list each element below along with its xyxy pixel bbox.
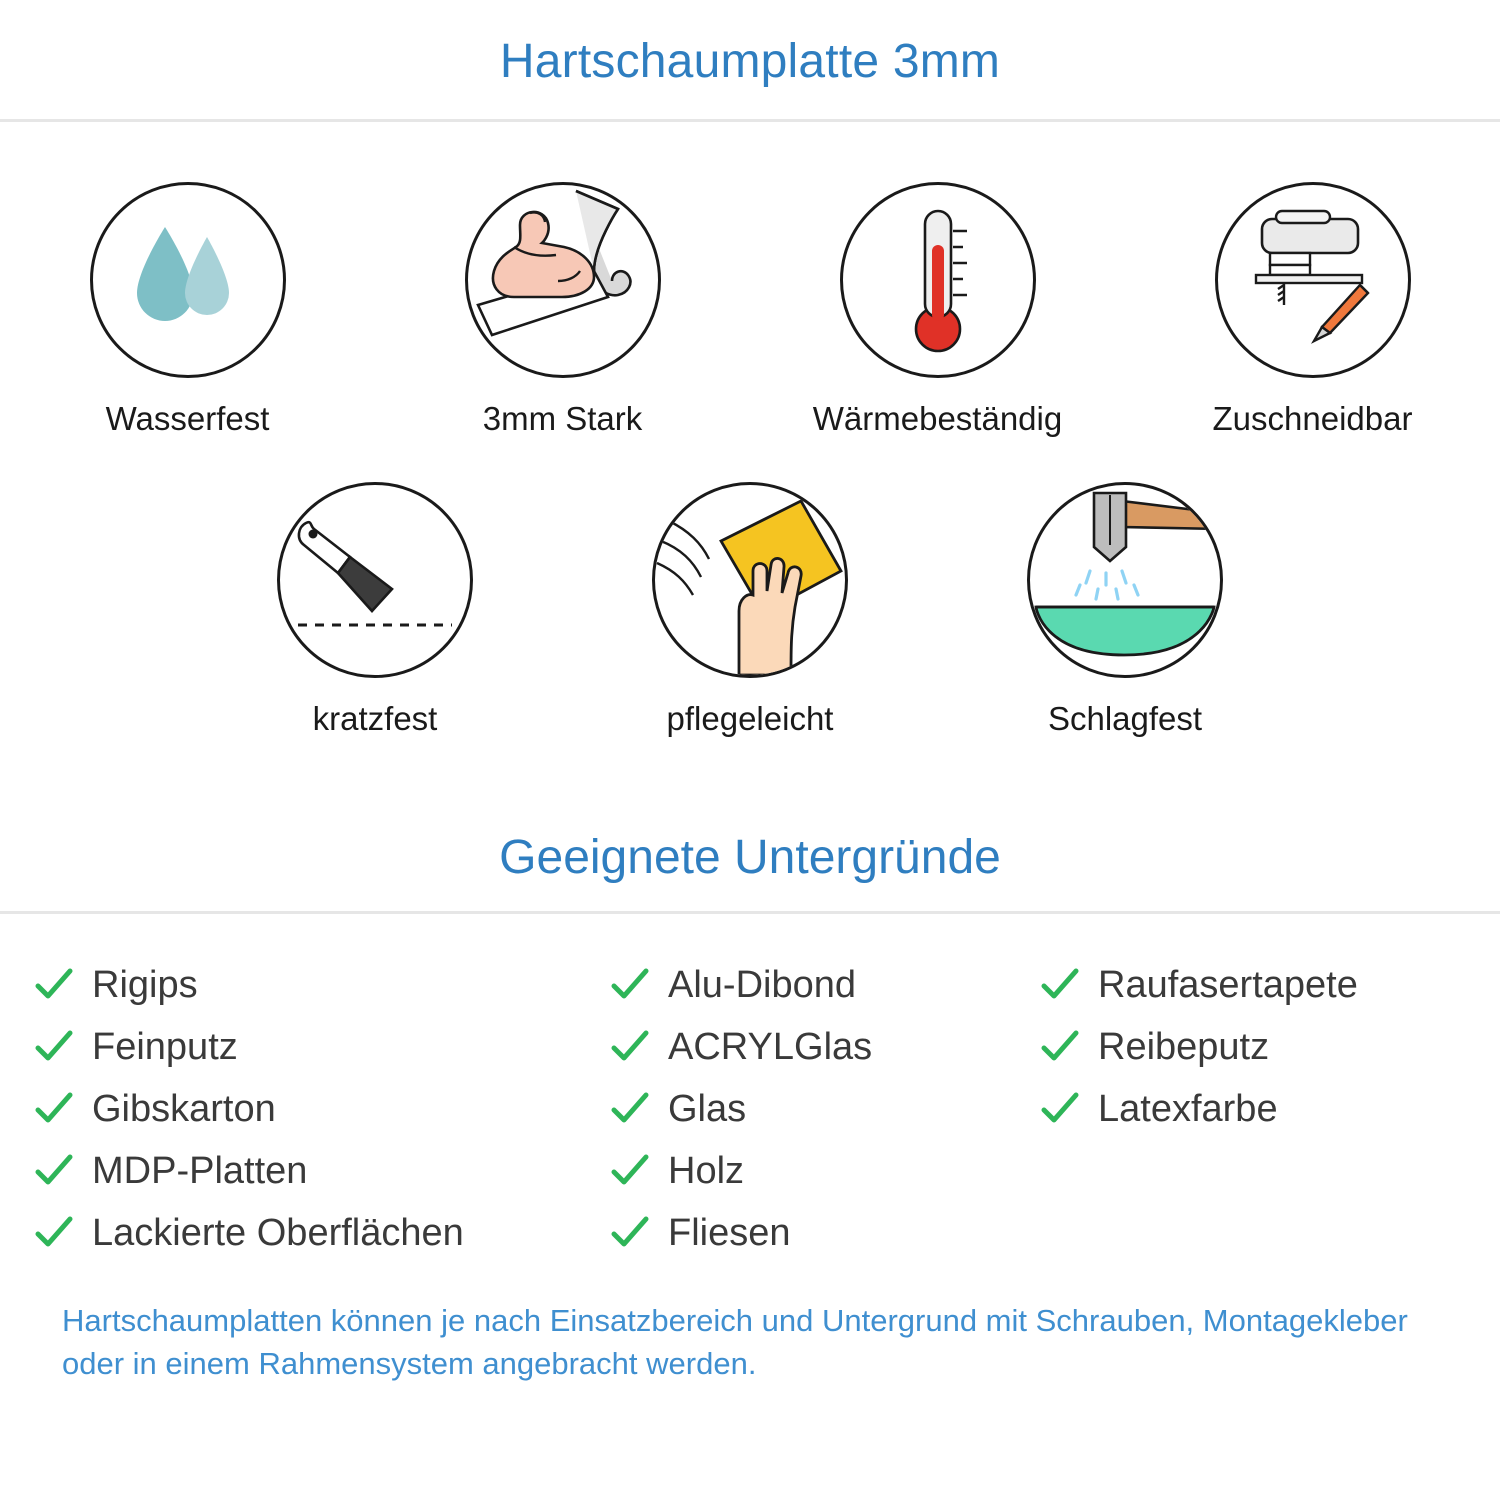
list-item (1040, 1078, 1460, 1140)
water-drops-icon (90, 182, 286, 378)
list-item (1040, 1016, 1460, 1078)
features-row-2 (0, 482, 1500, 738)
list-item (610, 1202, 1040, 1264)
list-item-label: Raufasertapete (1098, 963, 1358, 1006)
feature-schlagfest (938, 482, 1313, 738)
list-item-label: Fliesen (668, 1211, 791, 1254)
substrates-column-3 (1040, 954, 1460, 1264)
list-item (610, 954, 1040, 1016)
page-title: Hartschaumplatte 3mm (499, 35, 1001, 88)
knife-scratch-icon (277, 482, 473, 678)
footnote: Hartschaumplatten können je nach Einsatzbereich und Untergrund mit Schrauben, Montagekleber oder in einem Rahmensystem angebracht werden. (62, 1303, 1408, 1381)
check-icon (34, 965, 74, 1005)
check-icon (1040, 1089, 1080, 1129)
list-item-label: Glas (668, 1087, 747, 1130)
list-item (610, 1140, 1040, 1202)
list-item (610, 1078, 1040, 1140)
list-item-label: Feinputz (92, 1025, 238, 1068)
list-item-label: Reibeputz (1098, 1025, 1270, 1068)
feature-label: kratzfest (312, 700, 438, 737)
list-item-label: Lackierte Oberflächen (92, 1211, 464, 1254)
feature-wasserfest (0, 182, 375, 438)
substrates-column-2 (610, 954, 1040, 1264)
check-icon (610, 1027, 650, 1067)
check-icon (610, 1213, 650, 1253)
list-item-label: Holz (668, 1149, 745, 1192)
feature-label: Wasserfest (105, 400, 270, 437)
check-icon (34, 1213, 74, 1253)
features-section (0, 122, 1500, 738)
list-item-label: MDP-Platten (92, 1149, 308, 1192)
substrates-title: Geeignete Untergründe (499, 831, 1001, 884)
flexing-arm-icon (465, 182, 661, 378)
check-icon (34, 1027, 74, 1067)
hammer-impact-icon (1027, 482, 1223, 678)
substrates-title-block (0, 830, 1500, 885)
feature-label: Zuschneidbar (1212, 400, 1413, 437)
list-item (34, 1016, 610, 1078)
features-row-1 (0, 182, 1500, 438)
list-item-label: Gibskarton (92, 1087, 276, 1130)
list-item (610, 1016, 1040, 1078)
feature-label: Wärmebeständig (812, 400, 1063, 437)
feature-3mm-stark (375, 182, 750, 438)
check-icon (34, 1089, 74, 1129)
list-item-label: Alu-Dibond (668, 963, 856, 1006)
feature-kratzfest (188, 482, 563, 738)
list-item (34, 954, 610, 1016)
list-item-label: ACRYLGlas (668, 1025, 873, 1068)
feature-label: Schlagfest (1047, 700, 1203, 737)
thermometer-icon (840, 182, 1036, 378)
check-icon (610, 1151, 650, 1191)
feature-pflegeleicht (563, 482, 938, 738)
check-icon (610, 965, 650, 1005)
check-icon (1040, 1027, 1080, 1067)
list-item (34, 1140, 610, 1202)
feature-label: 3mm Stark (482, 400, 643, 437)
substrates-lists (0, 914, 1500, 1264)
title-block (0, 0, 1500, 89)
check-icon (1040, 965, 1080, 1005)
list-item-label: Rigips (92, 963, 198, 1006)
list-item (1040, 954, 1460, 1016)
check-icon (34, 1151, 74, 1191)
feature-label: pflegeleicht (666, 700, 834, 737)
feature-waermebestaendig (750, 182, 1125, 438)
list-item (34, 1202, 610, 1264)
check-icon (610, 1089, 650, 1129)
substrates-column-1 (0, 954, 610, 1264)
list-item-label: Latexfarbe (1098, 1087, 1278, 1130)
feature-zuschneidbar (1125, 182, 1500, 438)
list-item (34, 1078, 610, 1140)
jigsaw-and-knife-icon (1215, 182, 1411, 378)
hand-with-cloth-icon (652, 482, 848, 678)
